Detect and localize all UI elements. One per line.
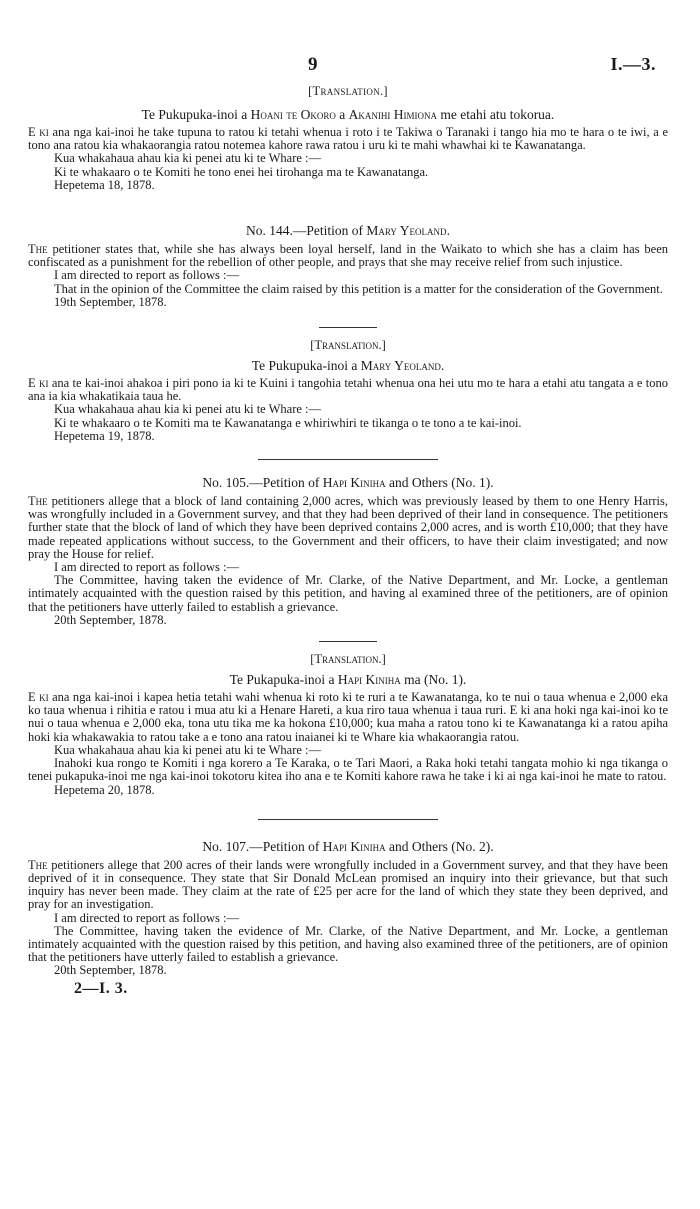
committee-opinion: The Committee, having taken the evidence of Mr. Clarke, of the Native Department, and Mr. Locke, a gentleman intimately acquainted with the question raised by this petition, and having al examined three of the petitioners, are of opinion that the petitioners have utterly failed to establish a grievance.: [28, 573, 668, 614]
page-number: 9: [308, 54, 318, 75]
title-text: No. 105.—Petition of: [202, 475, 323, 491]
report-date: 20th September, 1878.: [54, 612, 167, 627]
document-body: [28, 54, 668, 998]
lead-word: E ki: [28, 125, 49, 139]
petition-summary: [28, 377, 668, 403]
title-text: and Others (No. 2).: [385, 838, 494, 854]
petition-section-107: [28, 838, 668, 978]
committee-opinion: That in the opinion of the Committee the claim raised by this petition is a matter for the consideration of the Government.: [54, 281, 663, 296]
summary-text: ana nga kai-inoi he take tupuna to ratou ki tetahi whenua i roto i te Takiwa o Taranaki i tango hia mo te hara o te iwi, a e tono ana ratou kia whakaorangia ratou notemea kahore rawa ratou i uru ki te mahi whawhai ki te Kawanatanga.: [28, 125, 668, 153]
lead-word: The: [28, 242, 48, 257]
section-divider: [258, 819, 438, 820]
petitioner-name: Hapi Kiniha: [322, 838, 386, 854]
report-date: Hepetema 20, 1878.: [54, 782, 155, 797]
report-intro: Kua whakahaua ahau kia ki penei atu ki te Whare :—: [54, 742, 322, 757]
summary-text: ana te kai-inoi ahakoa i piri pono ia ki te Kuini i tangohia tetahi whenua ona hei utu mo te hara a etahi atu tangata a e tono ana ia kia whakatikaia taua he.: [28, 376, 668, 404]
title-text: Te Pukapuka-inoi a: [229, 672, 338, 688]
section-divider: [319, 327, 377, 328]
petitioner-name: Mary Yeoland: [360, 358, 441, 374]
report-date: Hepetema 19, 1878.: [54, 428, 155, 443]
petition-summary: [28, 691, 668, 744]
lead-word: E ki: [28, 376, 49, 391]
report-intro: I am directed to report as follows :—: [54, 910, 240, 925]
section-title: [28, 357, 668, 374]
petitioner-name: Akanihi Himiona: [348, 107, 437, 122]
petition-summary: [28, 859, 668, 912]
translation-section-yeoland: [28, 338, 668, 443]
section-divider: [319, 641, 377, 642]
petition-summary: [28, 495, 668, 561]
title-text: No. 144.—Petition of: [246, 223, 367, 239]
summary-text: petitioners allege that 200 acres of their lands were wrongfully included in a Government survey, and that they have been deprived of it in consequence. They state that Sir Donald McLean promised an inquiry into their grievance, but that such inquiry has never been made. They claim at the rate of £25 per acre for the land of which they state they been deprived, and pray for an investigation.: [28, 857, 668, 912]
petition-summary: [28, 243, 668, 269]
title-text: a: [335, 107, 349, 122]
lead-word: The: [28, 494, 48, 509]
title-text: No. 107.—Petition of: [202, 838, 323, 854]
title-text: ma (No. 1).: [400, 672, 467, 688]
translation-label: [Translation.]: [308, 84, 388, 98]
petition-summary: [28, 126, 668, 152]
title-text: .: [446, 223, 450, 239]
committee-opinion: Ki te whakaaro o te Komiti he tono enei hei tirohanga ma te Kawanatanga.: [54, 164, 429, 179]
document-reference: I.—3.: [610, 54, 656, 74]
report-date: Hepetema 18, 1878.: [54, 177, 155, 192]
section-title: [28, 222, 668, 239]
translation-section-kiniha-1: [28, 652, 668, 797]
section-title: [28, 474, 668, 491]
title-text: and Others (No. 1).: [385, 475, 494, 491]
report-date: 20th September, 1878.: [54, 963, 167, 978]
printer-signature: 2—I. 3.: [74, 979, 128, 997]
section-title: [28, 671, 668, 688]
summary-text: petitioner states that, while she has always been loyal herself, land in the Waikato to which she has a claim has been confiscated as a punishment for the rebellion of other people, and prays that she may receive relief from such injustice.: [28, 242, 668, 270]
title-text: Te Pukupuka-inoi a: [251, 358, 361, 374]
report-intro: I am directed to report as follows :—: [54, 268, 240, 283]
lead-word: The: [28, 857, 48, 872]
translation-label: [Translation.]: [310, 338, 386, 353]
summary-text: petitioners allege that a block of land containing 2,000 acres, which was previously leased by them to one Henry Harris, was wrongfully included in a Government survey, and that they had been deprived of their land in consequence. The petitioners further state that the block of land of which they have been deprived contains 2,000 acres, and is worth £10,000; that they have made repeated applications without success, to the Government and their officers, to have their claim investigated; and now pray the House for relief.: [28, 494, 668, 561]
translation-section-okoro: [28, 84, 668, 192]
report-date: 19th September, 1878.: [54, 294, 167, 309]
petitioner-name: Hoani te Okoro: [250, 107, 336, 122]
report-intro: Kua whakahaua ahau kia ki penei atu ki te Whare :—: [54, 402, 322, 417]
title-text: me etahi atu tokorua.: [436, 107, 555, 122]
petitioner-name: Mary Yeoland: [366, 223, 447, 239]
petitioner-name: Hapi Kiniha: [322, 475, 386, 491]
section-divider: [258, 459, 438, 460]
title-text: .: [440, 358, 445, 374]
report-intro: I am directed to report as follows :—: [54, 560, 240, 575]
petition-section-144: [28, 222, 668, 309]
report-intro: Kua whakahaua ahau kia ki penei atu ki te Whare :—: [54, 151, 322, 166]
petition-section-105: [28, 474, 668, 627]
committee-opinion: Inahoki kua rongo te Komiti i nga korero a Te Karaka, o te Tari Maori, a Raka hoki tetahi tangata mohio ki nga tikanga o tenei pukapuka-inoi me nga kai-inoi tokotoru kitea iho ana e te Komiti kahore rawa he take i ki ai nga kai-inoi he mate to ratou.: [28, 756, 668, 784]
committee-opinion: The Committee, having taken the evidence of Mr. Clarke, of the Native Department, and Mr. Locke, a gentleman intimately acquainted with the question raised by this petition, and having also examined three of the petitioners, are of opinion that the petitioners have utterly failed to establish a grievance.: [28, 923, 668, 965]
section-title: [28, 838, 668, 855]
section-title: [28, 106, 668, 123]
committee-opinion: Ki te whakaaro o te Komiti ma te Kawanatanga e whiriwhiri te tikanga o te tono a te kai-inoi.: [54, 415, 522, 430]
translation-label: [Translation.]: [310, 652, 386, 667]
summary-text: ana nga kai-inoi i kapea hetia tetahi wahi whenua ki roto ki te ruri a te Kawanatanga, ko te nui o taua whenua e 2,000 eka ko taua whenua i rihitia e ratou i mua atu ki a Henare Hareti, a kua riro taua whenua i taua ruri. E ki ana hoki nga kai-inoi ko te nui o taua whenua e 2,000 eka, tona utu tika me ka hokona £10,000; kua maha a ratou tono ki te Kawanatanga ki a ratou apiha hoki kia whakawakia to ratou take a e tono ana ratou inaianei ki te Whare kia whakaorangia ratou.: [28, 690, 669, 744]
lead-word: E ki: [28, 690, 49, 705]
petitioner-name: Hapi Kiniha: [337, 672, 401, 688]
title-text: Te Pukupuka-inoi a: [141, 107, 251, 122]
